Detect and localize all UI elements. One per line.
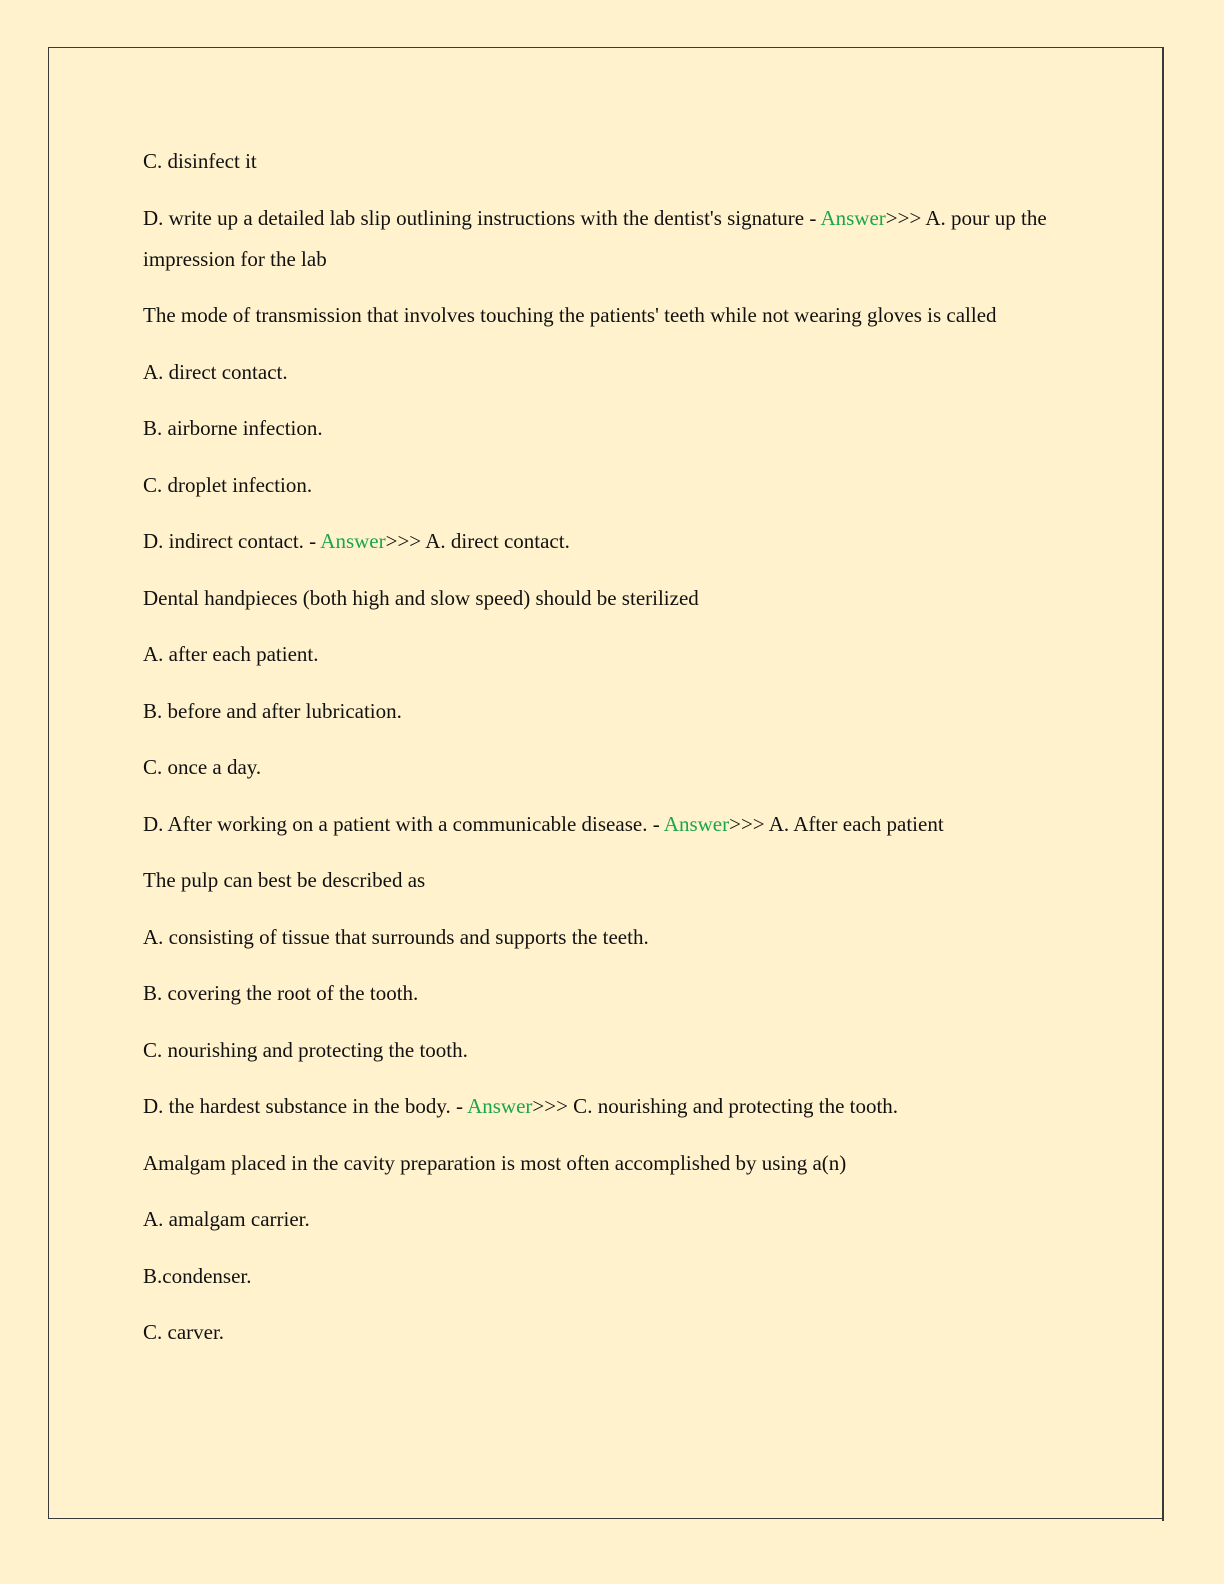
answer-line-pulp xyxy=(143,1086,1073,1127)
answer-line-lab-impression xyxy=(143,198,1073,280)
question-amalgam: Amalgam placed in the cavity preparation is most often accomplished by using a(n) xyxy=(143,1150,847,1175)
question-handpieces: Dental handpieces (both high and slow speed) should be sterilized xyxy=(143,585,699,610)
answer-line-transmission xyxy=(143,521,1073,562)
option-c-once-a-day: C. once a day. xyxy=(143,755,262,779)
answer-line-handpieces xyxy=(143,804,1073,845)
answer-label: Answer xyxy=(663,811,730,836)
question-pulp: The pulp can best be described as xyxy=(143,868,426,892)
option-c-disinfect: C. disinfect it xyxy=(143,149,257,173)
option-a-tissue: A. consisting of tissue that surrounds and supports the teeth. xyxy=(143,924,649,949)
answer-text: >>> C. nourishing and protecting the tooth. xyxy=(532,1094,899,1118)
option-c-carver: C. carver. xyxy=(143,1320,225,1344)
option-b-lubrication: B. before and after lubrication. xyxy=(143,698,402,723)
option-b-root: B. covering the root of the tooth. xyxy=(143,981,419,1005)
question-transmission: The mode of transmission that involves touching the patients' teeth while not wearing gloves is called xyxy=(143,303,997,327)
document-body xyxy=(143,141,1073,1369)
option-b-condenser: B.condenser. xyxy=(143,1263,252,1288)
answer-prefix: D. write up a detailed lab slip outlining instructions with the dentist's signature - xyxy=(143,205,821,230)
option-a-after-each-patient: A. after each patient. xyxy=(143,642,319,666)
answer-prefix: D. indirect contact. - xyxy=(143,529,321,553)
option-c-droplet: C. droplet infection. xyxy=(143,472,313,497)
option-a-direct-contact: A. direct contact. xyxy=(143,359,288,384)
answer-text: >>> A. After each patient xyxy=(729,811,944,836)
option-b-airborne: B. airborne infection. xyxy=(143,416,323,440)
answer-label: Answer xyxy=(820,205,886,230)
option-a-amalgam-carrier: A. amalgam carrier. xyxy=(143,1207,310,1231)
option-c-nourishing: C. nourishing and protecting the tooth. xyxy=(143,1037,468,1062)
page-border-edge xyxy=(1162,47,1164,1521)
answer-prefix: D. the hardest substance in the body. - xyxy=(143,1094,468,1118)
answer-text: >>> A. pour up the impression for the lab xyxy=(143,205,1047,271)
answer-label: Answer xyxy=(320,529,386,553)
answer-prefix: D. After working on a patient with a communicable disease. - xyxy=(143,811,664,836)
answer-text: >>> A. direct contact. xyxy=(385,529,570,553)
answer-label: Answer xyxy=(467,1094,533,1118)
